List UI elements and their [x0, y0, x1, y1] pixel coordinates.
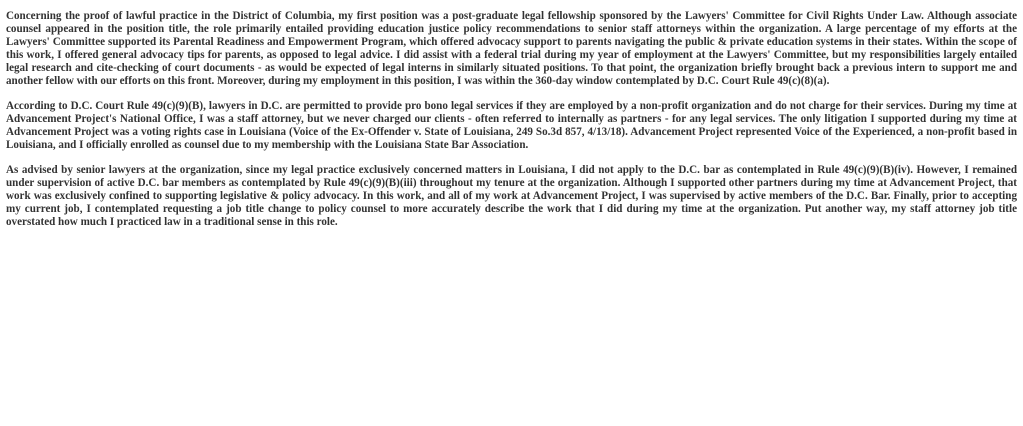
paragraph-lawful-practice: Concerning the proof of lawful practice in the District of Columbia, my first position was a post-graduate legal fellowship sponsored by the Lawyers' Committee for Civil Rights Under Law. Although associate counsel appeared in the position title, the role primarily entailed providing education justice policy recommendations to senior staff attorneys within the organization. A large percentage of my efforts at the Lawyers' Committee supported its Parental Readiness and Empowerment Program, which offered advocacy support to parents navigating the public & private education systems in their states. Within the scope of this work, I offered general advocacy tips for parents, as opposed to legal advice. I did assist with a federal trial during my year of employment at the Lawyers' Committee, but my responsibilities largely entailed legal research and cite-checking of court documents - as would be expected of legal interns in similarly situated positions. To that point, the organization briefly brought back a previous intern to support me and another fellow with our efforts on this front. Moreover, during my employment in this position, I was within the 360-day window contemplated by D.C. Court Rule 49(c)(8)(a). — [6, 10, 1017, 87]
paragraph-supervision: As advised by senior lawyers at the organization, since my legal practice exclusively concerned matters in Louisiana, I did not apply to the D.C. bar as contemplated in Rule 49(c)(9)(B)(iv). However, I remained under supervision of active D.C. bar members as contemplated by Rule 49(c)(9)(B)(iii) throughout my tenure at the organization. Although I supported other partners during my time at Advancement Project, that work was exclusively confined to supporting legislative & policy advocacy. In this work, and all of my work at Advancement Project, I was supervised by active members of the D.C. Bar. Finally, prior to accepting my current job, I contemplated requesting a job title change to policy counsel to more accurately describe the work that I did during my time at the organization. Put another way, my staff attorney job title overstated how much I practiced law in a traditional sense in this role. — [6, 164, 1017, 228]
document-body — [6, 10, 1017, 241]
paragraph-pro-bono-rule: According to D.C. Court Rule 49(c)(9)(B), lawyers in D.C. are permitted to provide pro bono legal services if they are employed by a non-profit organization and do not charge for their services. During my time at Advancement Project's National Office, I was a staff attorney, but we never charged our clients - often referred to internally as partners - for any legal services. The only litigation I supported during my time at Advancement Project was a voting rights case in Louisiana (Voice of the Ex-Offender v. State of Louisiana, 249 So.3d 857, 4/13/18). Advancement Project represented Voice of the Experienced, a non-profit based in Louisiana, and I officially enrolled as counsel due to my membership with the Louisiana State Bar Association. — [6, 100, 1017, 151]
